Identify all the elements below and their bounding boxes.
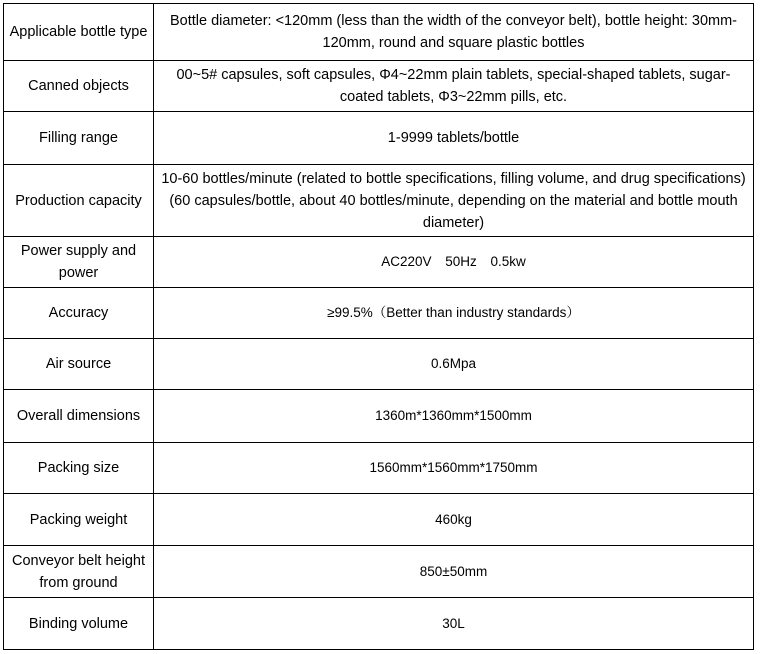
row-label: Power supply and power <box>4 237 154 288</box>
table-row <box>4 494 754 546</box>
row-value: AC220V 50Hz 0.5kw <box>154 237 754 288</box>
row-value: 1360m*1360mm*1500mm <box>154 390 754 443</box>
table-row <box>4 4 754 61</box>
row-label: Air source <box>4 339 154 390</box>
table-row <box>4 598 754 650</box>
table-row <box>4 112 754 165</box>
table-row <box>4 61 754 112</box>
row-value: Bottle diameter: <120mm (less than the width of the conveyor belt), bottle height: 30mm-120mm, round and square plastic bottles <box>154 4 754 61</box>
table-row <box>4 390 754 443</box>
row-label: Filling range <box>4 112 154 165</box>
row-label: Canned objects <box>4 61 154 112</box>
row-label: Packing weight <box>4 494 154 546</box>
specifications-table <box>3 3 754 650</box>
row-value: 30L <box>154 598 754 650</box>
row-label: Production capacity <box>4 165 154 237</box>
row-value: 460kg <box>154 494 754 546</box>
table-row <box>4 443 754 494</box>
row-value: ≥99.5%（Better than industry standards） <box>154 288 754 339</box>
row-value: 0.6Mpa <box>154 339 754 390</box>
table-row <box>4 237 754 288</box>
table-row <box>4 546 754 598</box>
table-row <box>4 339 754 390</box>
row-label: Accuracy <box>4 288 154 339</box>
row-value: 1-9999 tablets/bottle <box>154 112 754 165</box>
row-label: Applicable bottle type <box>4 4 154 61</box>
table-row <box>4 165 754 237</box>
row-label: Overall dimensions <box>4 390 154 443</box>
row-value: 10-60 bottles/minute (related to bottle specifications, filling volume, and drug specifications) (60 capsules/bottle, about 40 bottles/minute, depending on the material and bottle mouth diameter) <box>154 165 754 237</box>
row-value: 00~5# capsules, soft capsules, Φ4~22mm plain tablets, special-shaped tablets, sugar-coated tablets, Φ3~22mm pills, etc. <box>154 61 754 112</box>
row-value: 1560mm*1560mm*1750mm <box>154 443 754 494</box>
row-label: Packing size <box>4 443 154 494</box>
row-label: Binding volume <box>4 598 154 650</box>
table-row <box>4 288 754 339</box>
row-label: Conveyor belt height from ground <box>4 546 154 598</box>
row-value: 850±50mm <box>154 546 754 598</box>
